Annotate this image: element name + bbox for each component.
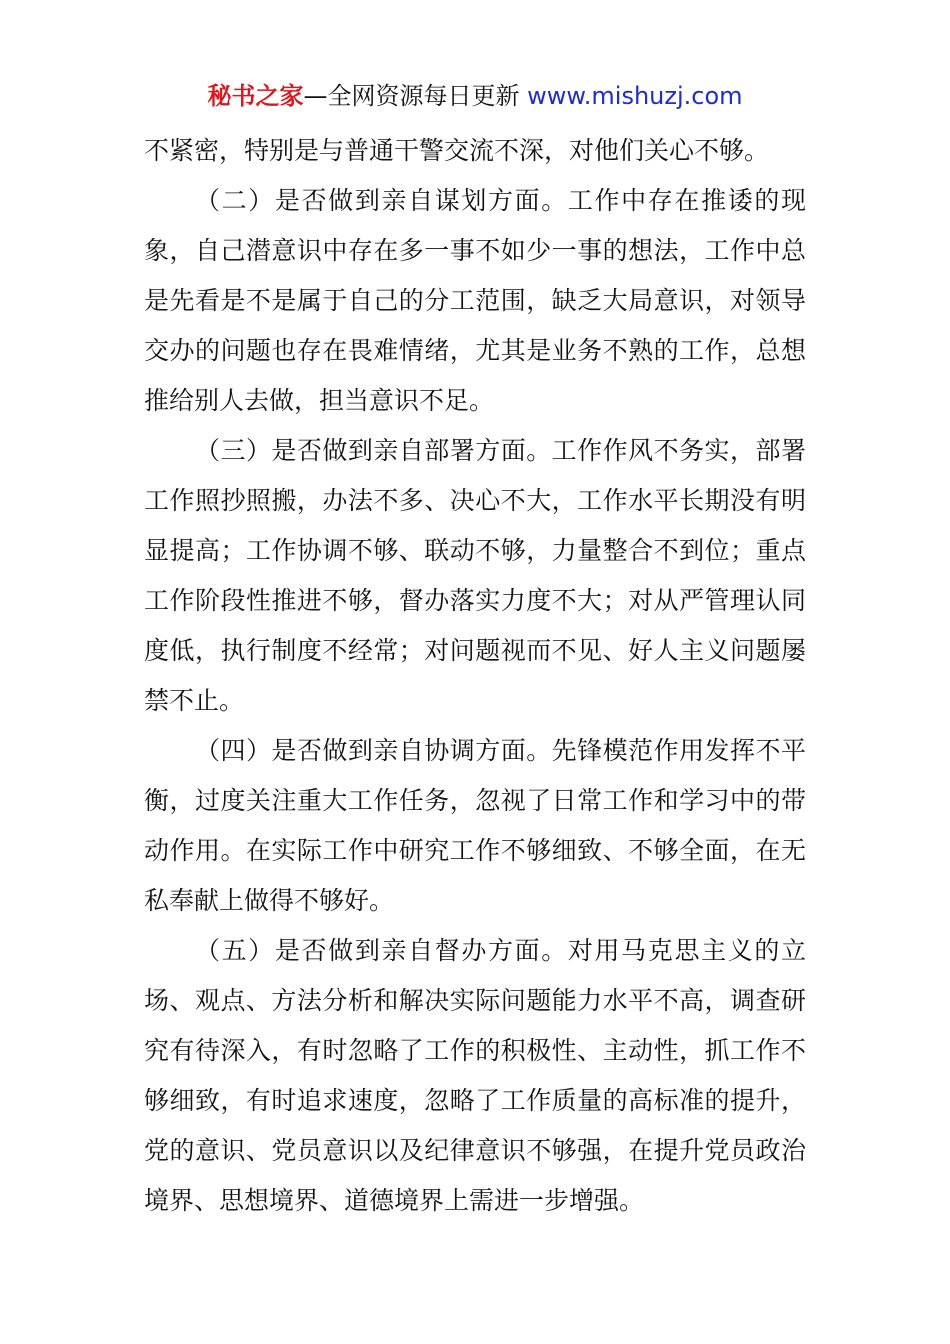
paragraph-coordination: （四）是否做到亲自协调方面。先锋模范作用发挥不平衡，过度关注重大工作任务，忽视了日常工作和学习中的带动作用。在实际工作中研究工作不够细致、不够全面，在无私奉献上做得不够好。 [144, 736, 806, 915]
document-body [144, 126, 806, 1226]
site-url-link[interactable]: www.mishuzj.com [527, 82, 743, 110]
site-tagline: —全网资源每日更新 [303, 82, 528, 110]
paragraph-deployment: （三）是否做到亲自部署方面。工作作风不务实，部署工作照抄照搬，办法不多、决心不大，工作水平长期没有明显提高；工作协调不够、联动不够，力量整合不到位；重点工作阶段性推进不够，督办落实力度不大；对从严管理认同度低，执行制度不经常；对问题视而不见、好人主义问题屡禁不止。 [144, 436, 806, 715]
site-brand: 秘书之家 [207, 82, 304, 110]
paragraph-planning: （二）是否做到亲自谋划方面。工作中存在推诿的现象，自己潜意识中存在多一事不如少一事的想法，工作中总是先看是不是属于自己的分工范围，缺乏大局意识，对领导交办的问题也存在畏难情绪，尤其是业务不熟的工作，总想推给别人去做，担当意识不足。 [144, 186, 806, 415]
site-header [0, 81, 950, 111]
paragraph-continuation: 不紧密，特别是与普通干警交流不深，对他们关心不够。 [144, 136, 770, 165]
paragraph-supervision: （五）是否做到亲自督办方面。对用马克思主义的立场、观点、方法分析和解决实际问题能力水平不高，调查研究有待深入，有时忽略了工作的积极性、主动性，抓工作不够细致，有时追求速度，忽略了工作质量的高标准的提升，党的意识、党员意识以及纪律意识不够强，在提升党员政治境界、思想境界、道德境界上需进一步增强。 [144, 936, 806, 1215]
